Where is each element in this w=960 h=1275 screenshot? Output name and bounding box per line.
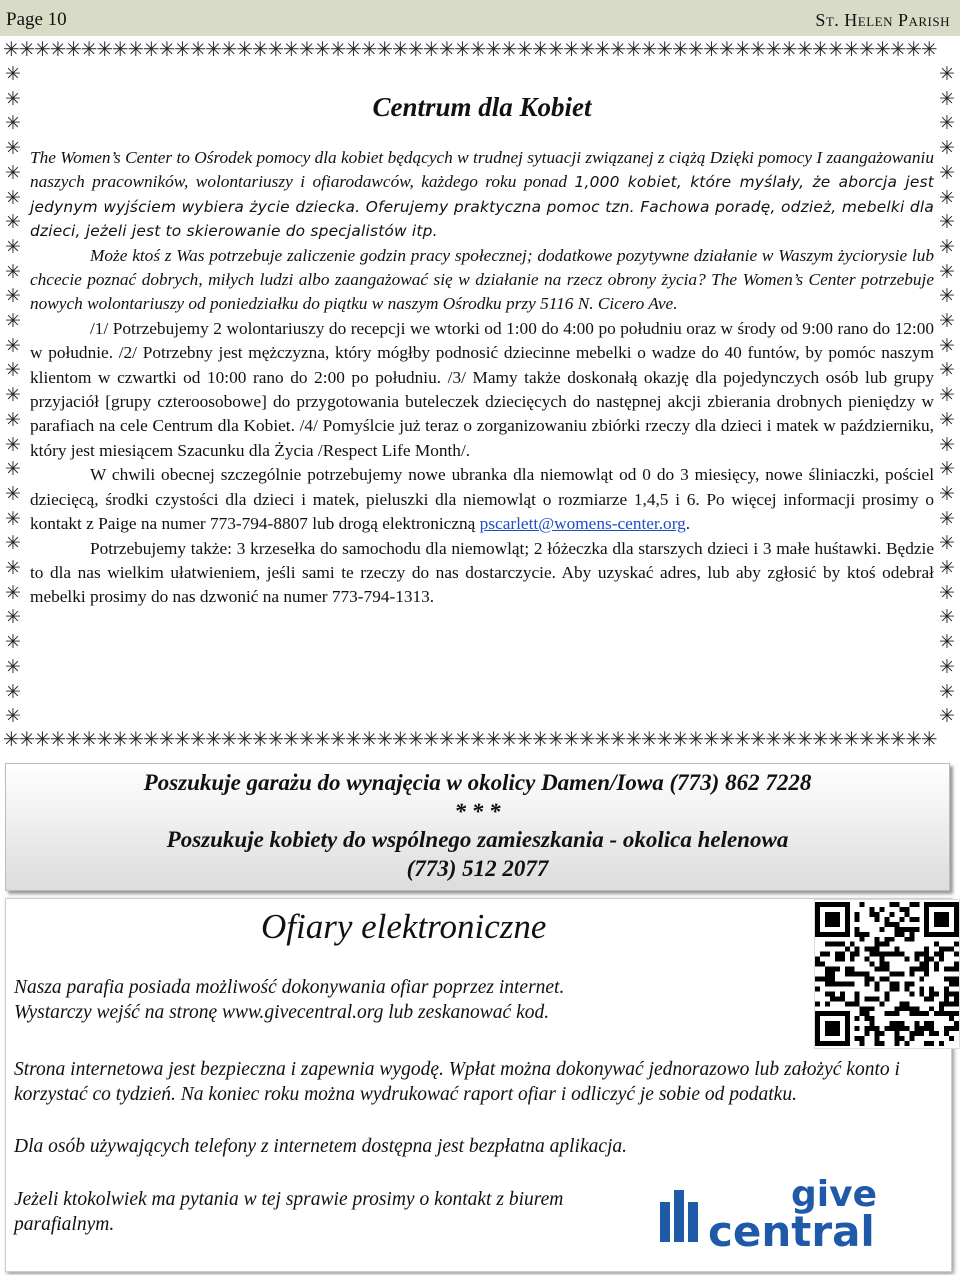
article-paragraph: /1/ Potrzebujemy 2 wolontariuszy do recepcji we wtorki od 1:00 do 4:00 po południu oraz w środy od 9:00 rano do 12:00 w południe. /2/ Potrzebny jest mężczyzna, który mógłby podnosić dziecinne mebelki o wadze do 40 funtów, by pomóc naszym klientom w czwartki od 10:00 rano do 2:00 po południu. /3/ Mamy także doskonałą okazję dla pojedynczych osób lub grupy przyjaciół [grupy czteroosobowe] do przygotowania buteleczek dziecięcych do następnej akcji zbierania drobnych pieniędzy w parafiach na cele Centrum dla Kobiet. /4/ Pomyślcie już teraz o zorganizowaniu zbiórki rzeczy dla dzieci i matek w październiku, który jest miesiącem Szacunku dla Życia /Respect Life Month/. — [30, 318, 934, 460]
article-text: W chwili obecnej szczególnie potrzebujemy nowe ubranka dla niemowląt od 0 do 3 miesięcy, nowe śliniaczki, pościel dziecięcą, środki czystości dla dzieci i matek, pieluszki dla niemowląt o rozmiarze 1,4,5 i 6. Po więcej informacji prosimy o kontakt z Paige na numer 773-794-8807 lub drogą elektroniczną — [30, 465, 934, 534]
giving-paragraph: Strona internetowa jest bezpieczna i zapewnia wygodę. Wpłat można dokonywać jednorazowo lub założyć konto i korzystać co tydzień. Na koniec roku można wydrukować raport ofiar i odliczyć je sobie od podatku. — [14, 1059, 900, 1105]
border-right: ✳ ✳ ✳ ✳ ✳ ✳ ✳ ✳ ✳ ✳ ✳ ✳ ✳ ✳ ✳ ✳ ✳ ✳ ✳ ✳ ✳ ✳ ✳ ✳ ✳ ✳ ✳ — [939, 63, 955, 728]
qr-code-icon[interactable] — [814, 899, 960, 1049]
womens-center-article — [30, 90, 934, 610]
border-top: ✳✳✳✳✳✳✳✳✳✳✳✳✳✳✳✳✳✳✳✳✳✳✳✳✳✳✳✳✳✳✳✳✳✳✳✳✳✳✳✳✳✳✳✳✳✳✳✳✳✳✳✳✳✳✳✳✳✳✳✳ — [3, 37, 937, 61]
givecentral-logo — [656, 1174, 946, 1254]
page-number: Page 10 — [6, 9, 67, 30]
ad-roommate: Poszukuje kobiety do wspólnego zamieszkania - okolica helenowa — [166, 827, 789, 852]
ad-separator: * * * — [454, 798, 501, 824]
border-bottom: ✳✳✳✳✳✳✳✳✳✳✳✳✳✳✳✳✳✳✳✳✳✳✳✳✳✳✳✳✳✳✳✳✳✳✳✳✳✳✳✳✳✳✳✳✳✳✳✳✳✳✳✳✳✳✳✳✳✳✳✳ — [3, 727, 937, 751]
classified-ads-box — [5, 763, 950, 891]
giving-app-note: Dla osób używających telefony z internetem dostępna jest bezpłatna aplikacja. — [14, 1136, 628, 1157]
logo-word-central: central — [708, 1207, 875, 1254]
electronic-giving-box — [5, 898, 952, 1272]
giving-contact: Jeżeli ktokolwiek ma pytania w tej sprawie prosimy o kontakt z biurem parafialnym. — [14, 1189, 564, 1235]
giving-line: Nasza parafia posiada możliwość dokonywania ofiar poprzez internet. — [14, 977, 565, 998]
border-left: ✳ ✳ ✳ ✳ ✳ ✳ ✳ ✳ ✳ ✳ ✳ ✳ ✳ ✳ ✳ ✳ ✳ ✳ ✳ ✳ ✳ ✳ ✳ ✳ ✳ ✳ ✳ — [5, 63, 21, 728]
parish-name: St. Helen Parish — [815, 10, 950, 30]
article-paragraph: Potrzebujemy także: 3 krzesełka do samochodu dla niemowląt; 2 łóżeczka dla starszych dzieci i 3 małe huśtawki. Będzie to dla nas wielkim ułatwieniem, jeśli sami te rzeczy do nas dostarczycie. Aby uzyskać adres, lub aby zgłosić by ktoś odebrał mebelki prosimy do nas dzwonić na numer 773-794-1313. — [30, 538, 934, 607]
article-text-sans: 1,000 kobiet, które myślały, że aborcja jest jedynym wyjściem wybiera życie dziecka. Oferujemy praktyczna pomoc tzn. Fachowa poradę, odzież, mebelki dla dzieci, jeżeli jest to skierowanie do specjalistów itp. — [30, 173, 934, 241]
email-link[interactable]: pscarlett@womens-center.org — [479, 514, 686, 534]
article-title: Centrum dla Kobiet — [372, 92, 592, 122]
givecentral-logo-mark — [656, 1174, 946, 1254]
giving-title: Ofiary elektroniczne — [261, 907, 547, 946]
ad-garage: Poszukuje garażu do wynajęcia w okolicy Damen/Iowa (773) 862 7228 — [143, 770, 812, 795]
article-paragraph: W chwili obecnej szczególnie potrzebujemy nowe ubranka dla niemowląt od 0 do 3 miesięcy, nowe śliniaczki, pościel dziecięcą, środki czystości dla dzieci i matek, pieluszki dla niemowląt o rozmiarze 1,4,5 i 6. Po więcej informacji prosimy o kontakt z Paige na numer 773-794-8807 lub drogą elektroniczną pscarlett@womens-center.org. — [30, 465, 934, 534]
giving-paragraph — [14, 975, 774, 1025]
article-paragraph — [30, 146, 934, 244]
logo-word-give: give — [791, 1174, 877, 1215]
logo-bars — [660, 1190, 698, 1242]
article-text: The Women’s Center to Ośrodek pomocy dla kobiet będących w trudnej sytuacji związanej z ciążą Dzięki pomocy I zaangażowaniu naszych pracowników, wolontariuszy i ofiarodawców, każdego roku ponad — [30, 148, 934, 192]
article-paragraph: Może ktoś z Was potrzebuje zaliczenie godzin pracy społecznej; dodatkowe pozytywne działanie w Waszym życiorysie lub chcecie poznać dobrych, miłych ludzi albo zaangażować się w działanie na rzecz obrony życia? The Women’s Center potrzebuje nowych wolontariuszy od poniedziałku do piątku w naszym Ośrodku przy 5116 N. Cicero Ave. — [30, 245, 934, 314]
giving-line: Wystarczy wejść na stronę www.givecentral.org lub zeskanować kod. — [14, 1002, 550, 1023]
page-header — [0, 0, 960, 36]
ad-roommate-phone: (773) 512 2077 — [406, 855, 549, 881]
